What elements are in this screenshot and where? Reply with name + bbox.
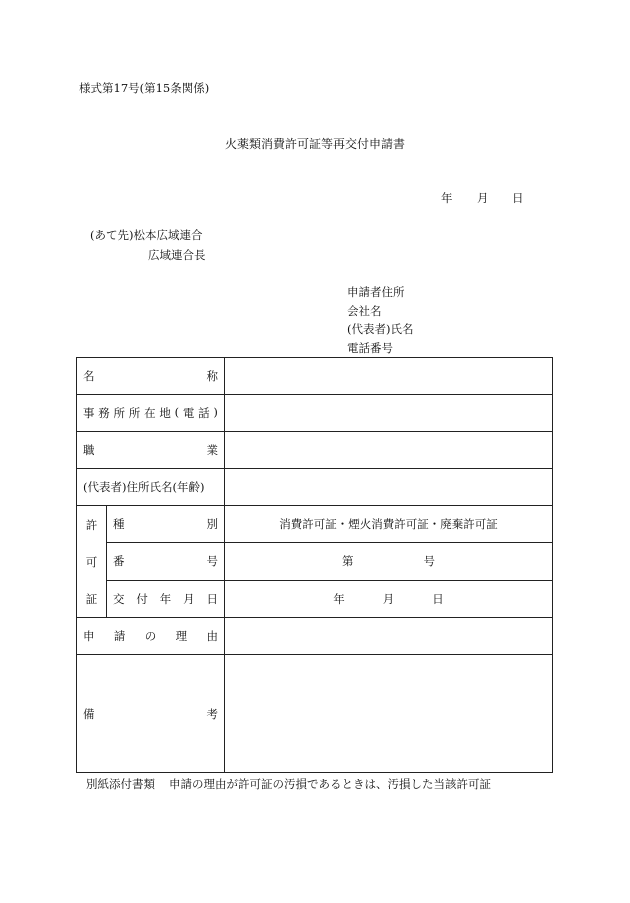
applicant-address-label: 申請者住所 <box>347 285 405 299</box>
table-row-reason <box>77 618 553 655</box>
name-label-char: 称 <box>206 369 218 383</box>
table-row-representative <box>77 469 553 506</box>
issue-date-value-field[interactable] <box>225 580 553 617</box>
page-title: 火薬類消費許可証等再交付申請書 <box>224 137 405 151</box>
office-label-char: 務 <box>98 406 110 420</box>
issue-date-day: 日 <box>432 591 444 606</box>
office-label-char: 所 <box>128 406 141 420</box>
table-row-name <box>77 358 553 395</box>
applicant-phone-label: 電話番号 <box>347 341 393 355</box>
office-label-char: 地 <box>159 406 171 420</box>
addressee-line-2: 広域連合長 <box>148 248 206 262</box>
issue-date-label-cell <box>107 580 225 617</box>
table-row-issue-date <box>77 580 553 617</box>
office-value-field[interactable] <box>225 395 553 432</box>
issue-date-label-char: 付 <box>136 591 148 606</box>
type-label-cell <box>107 506 225 543</box>
addressee-line-1: (あて先)松本広域連合 <box>90 228 203 242</box>
office-label-cell <box>77 395 225 432</box>
occupation-label-char: 業 <box>206 443 218 457</box>
reason-value-field[interactable] <box>225 618 553 655</box>
attachment-note <box>86 779 491 791</box>
office-label-char: 電 <box>182 406 195 420</box>
number-value-field[interactable] <box>225 543 553 580</box>
name-label-cell <box>77 358 225 395</box>
type-label-char: 種 <box>113 517 125 532</box>
permit-label-char: 可 <box>85 554 98 569</box>
reason-label-char: 申 <box>83 629 95 643</box>
table-row-remarks <box>77 655 553 773</box>
number-value-prefix: 第 <box>342 554 354 569</box>
permit-label-char: 証 <box>85 591 98 606</box>
date-year-label: 年 <box>441 191 453 205</box>
date-day-label: 日 <box>512 191 524 205</box>
attachment-text: 申請の理由が許可証の汚損であるときは、汚損した当該許可証 <box>169 777 491 791</box>
office-label-char: 所 <box>113 406 126 420</box>
reason-label-char: 由 <box>206 629 218 643</box>
number-label-char: 号 <box>206 554 218 569</box>
type-label-char: 別 <box>206 517 218 532</box>
remarks-label-cell <box>77 655 225 773</box>
number-label-char: 番 <box>113 554 125 569</box>
name-value-field[interactable] <box>225 358 553 395</box>
office-label-char: 話 <box>198 406 210 420</box>
representative-value-field[interactable] <box>225 469 553 506</box>
issue-date-label-char: 交 <box>113 591 125 606</box>
remarks-value-field[interactable] <box>225 655 553 773</box>
permit-label-cell <box>77 506 107 618</box>
reason-label-char: 理 <box>175 629 188 643</box>
issue-date-label-char: 日 <box>206 591 218 606</box>
number-label-cell <box>107 543 225 580</box>
office-label-char: ) <box>213 405 218 419</box>
office-label-char: 在 <box>144 406 156 420</box>
reason-label-cell <box>77 618 225 655</box>
applicant-company-label: 会社名 <box>347 304 382 318</box>
issue-date-year: 年 <box>333 591 345 606</box>
number-value-suffix: 号 <box>423 554 435 569</box>
issue-date-label-char: 年 <box>159 591 172 606</box>
occupation-value-field[interactable] <box>225 432 553 469</box>
reason-label-char: の <box>144 629 157 643</box>
occupation-label-char: 職 <box>83 443 95 457</box>
office-label-char: 事 <box>83 406 95 420</box>
name-label-char: 名 <box>83 369 95 383</box>
occupation-label-cell <box>77 432 225 469</box>
issue-date-month: 月 <box>382 591 395 606</box>
issue-date-label-char: 月 <box>183 591 195 606</box>
table-row-office <box>77 395 553 432</box>
remarks-label-char: 考 <box>206 706 218 721</box>
date-month-label: 月 <box>477 191 489 205</box>
application-table <box>76 357 553 773</box>
applicant-name-label: (代表者)氏名 <box>347 322 414 336</box>
attachment-label: 別紙添付書類 <box>86 777 155 791</box>
type-value[interactable]: 消費許可証・煙火消費許可証・廃棄許可証 <box>225 506 553 543</box>
office-label-char: ( <box>174 405 180 419</box>
form-number: 様式第17号(第15条関係) <box>79 81 210 95</box>
table-row-permit-type <box>77 506 553 543</box>
reason-label-char: 請 <box>113 629 126 643</box>
table-row-permit-number <box>77 543 553 580</box>
table-row-occupation <box>77 432 553 469</box>
representative-label: (代表者)住所氏名(年齢) <box>77 469 225 506</box>
remarks-label-char: 備 <box>83 706 95 721</box>
permit-label-char: 許 <box>85 517 98 532</box>
